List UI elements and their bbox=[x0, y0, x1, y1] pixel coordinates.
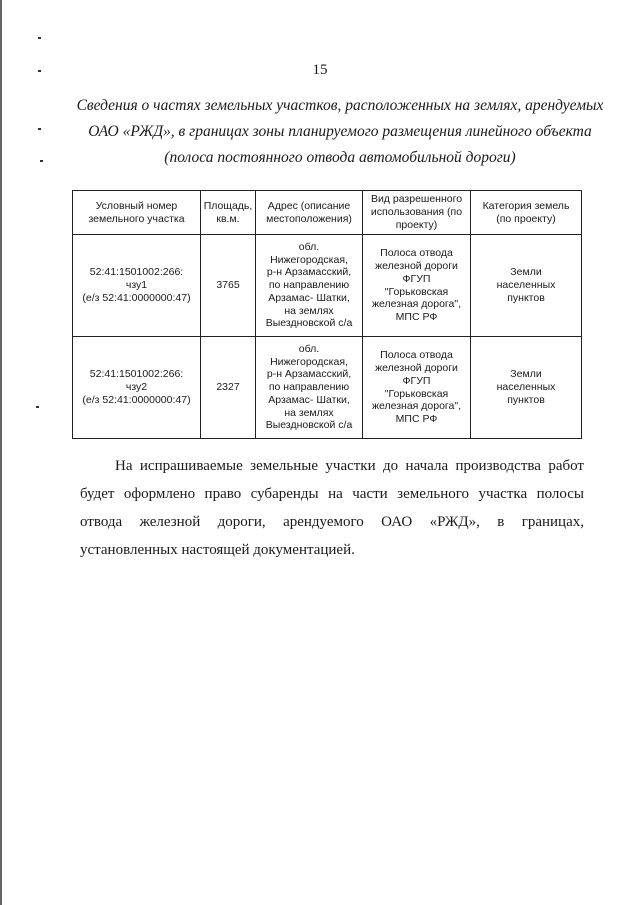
document-title-line-1: Сведения о частях земельных участков, расположенных на землях, арендуемых bbox=[76, 97, 604, 114]
parcels-table bbox=[72, 190, 582, 439]
margin-mark bbox=[36, 406, 39, 408]
document-title-line-3: (полоса постоянного отвода автомобильной дороги) bbox=[164, 149, 516, 166]
margin-mark bbox=[40, 160, 43, 162]
header-area: Площадь, кв.м. bbox=[201, 191, 256, 235]
page-number: 15 bbox=[312, 62, 328, 78]
cell-parcel-number: 52:41:1501002:266: чзу2 (е/з 52:41:0000000:47) bbox=[73, 337, 201, 439]
cell-address: обл. Нижегородская, р-н Арзамасский, по направлению Арзамас- Шатки, на землях Выездновской с/а bbox=[256, 337, 363, 439]
page-edge-line bbox=[0, 0, 2, 905]
cell-permitted-use: Полоса отвода железной дороги ФГУП "Горьковская железная дорога", МПС РФ bbox=[363, 235, 471, 337]
body-paragraph: На испрашиваемые земельные участки до начала производства работ будет оформлено право субаренды на части земельного участка полосы отвода железной дороги, арендуемого ОАО «РЖД», в границах, установленных настоящей документацией. bbox=[80, 458, 584, 558]
header-address: Адрес (описание местоположения) bbox=[256, 191, 363, 235]
cell-permitted-use: Полоса отвода железной дороги ФГУП "Горьковская железная дорога", МПС РФ bbox=[363, 337, 471, 439]
margin-mark bbox=[38, 128, 41, 130]
margin-mark bbox=[38, 37, 41, 39]
cell-area: 3765 bbox=[201, 235, 256, 337]
table-row bbox=[73, 337, 582, 439]
cell-land-category: Земли населенных пунктов bbox=[471, 235, 582, 337]
table-row bbox=[73, 235, 582, 337]
header-permitted-use: Вид разрешенного использования (по проекту) bbox=[363, 191, 471, 235]
header-parcel-number: Условный номер земельного участка bbox=[73, 191, 201, 235]
cell-land-category: Земли населенных пунктов bbox=[471, 337, 582, 439]
table-header-row bbox=[73, 191, 582, 235]
cell-address: обл. Нижегородская, р-н Арзамасский, по направлению Арзамас- Шатки, на землях Выездновской с/а bbox=[256, 235, 363, 337]
cell-area: 2327 bbox=[201, 337, 256, 439]
cell-parcel-number: 52:41:1501002:266: чзу1 (е/з 52:41:0000000:47) bbox=[73, 235, 201, 337]
document-title-line-2: ОАО «РЖД», в границах зоны планируемого размещения линейного объекта bbox=[88, 123, 592, 140]
header-land-category: Категория земель (по проекту) bbox=[471, 191, 582, 235]
